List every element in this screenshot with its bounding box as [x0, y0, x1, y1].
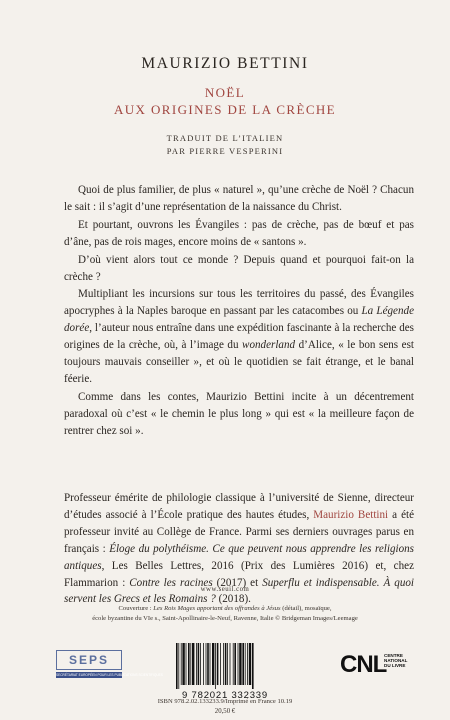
book-title-line1: NOËL — [204, 85, 246, 100]
bio-text: a été professeur invité au Collège de France. Parmi ses derniers ouvrages parus en français : — [64, 508, 414, 555]
blurb-text: Multipliant les incursions sur tous les territoires du passé, des Évangiles apocryphes à la Naples baroque en passant par les catacombes ou — [64, 288, 414, 318]
price: 20,50 € — [214, 708, 236, 715]
blurb-text: Et pourtant, ouvrons les Évangiles : pas de crèche, pas de bœuf et pas d’âne, pas de rois mages, encore moins de « santons ». — [64, 218, 414, 248]
barcode-bar — [207, 643, 209, 685]
blurb-paragraph — [64, 252, 414, 286]
cnl-logo — [340, 648, 410, 684]
italic-title: La Légende dorée — [64, 305, 414, 335]
cover-credit-line1 — [0, 604, 450, 614]
barcode-bar — [252, 643, 254, 689]
cover-credit-text: Couverture : — [118, 605, 154, 612]
isbn-line: ISBN 978.2.02.133233.9/Imprimé en France 10.19 — [157, 698, 293, 705]
barcode-bar — [200, 643, 201, 685]
barcode-bar — [227, 643, 228, 685]
barcode-bar — [206, 643, 207, 685]
bio-text: (2017) et — [212, 576, 263, 589]
barcode-bar — [242, 643, 244, 685]
blurb-paragraph — [64, 182, 414, 216]
barcode-bar — [186, 643, 187, 685]
translator-line2: PAR PIERRE VESPERINI — [166, 146, 284, 156]
seps-logo-caption: SECRÉTARIAT EUROPÉEN POUR LES PUBLICATIONS SCIENTIFIQUES — [56, 673, 163, 677]
blurb — [64, 182, 414, 441]
bio-text: (2018). — [215, 593, 251, 606]
italic-title: Éloge du polythéisme. Ce que peuvent nous apprendre les religions antiques — [64, 542, 414, 572]
bio-text: , Les Belles Lettres, 2016 (Prix des Lumières 2016) et, chez Flammarion : — [64, 559, 414, 589]
translator-line1: TRADUIT DE L’ITALIEN — [166, 133, 284, 143]
barcode-bar — [234, 643, 236, 685]
italic-title: Contre les racines — [129, 576, 213, 589]
barcode-bar — [225, 643, 227, 685]
barcode-bar — [223, 643, 224, 685]
book-title-line2: AUX ORIGINES DE LA CRÈCHE — [113, 102, 337, 117]
cnl-text-line: CENTRE — [384, 653, 403, 658]
cover-artwork-title: Les Rois Mages apportant des offrandes à Jésus — [153, 605, 281, 612]
italic-title: Superflu et indispensable. À quoi servent les Grecs et les Romains ? — [64, 576, 415, 606]
barcode-bar — [245, 643, 246, 685]
barcode-bar — [212, 643, 214, 685]
italic-word: wonderland — [242, 339, 296, 352]
blurb-text: , l’auteur nous entraîne dans une expédition fascinante à la recherche des origines de la crèche, où, à l’image du — [64, 322, 414, 352]
blurb-text: D’où vient alors tout ce monde ? Depuis quand et pourquoi fait-on la crèche ? — [64, 253, 414, 283]
cover-credit-line2: école byzantine du VIe s., Saint-Apollinaire-le-Neuf, Ravenne, Italie © Bridgeman Images/Leemage — [92, 615, 358, 622]
blurb-text: Quoi de plus familier, de plus « naturel », qu’une crèche de Noël ? Chacun le sait : il s’agit d’une représentation de la naissance du Christ. — [64, 184, 414, 213]
barcode-bar — [203, 643, 204, 685]
publisher-website: www.seuil.com — [200, 586, 250, 593]
author-name: MAURIZIO BETTINI — [141, 55, 309, 72]
barcode-bar — [178, 643, 179, 689]
blurb-paragraph — [64, 389, 414, 440]
barcode-bar — [238, 643, 239, 685]
bio-text: Professeur émérite de philologie classique à l’université de Sienne, directeur d’études associé à l’École pratique des hautes études, — [64, 492, 414, 521]
cnl-logo-mark: CNL — [340, 651, 387, 678]
barcode-bar — [192, 643, 194, 685]
blurb-paragraph — [64, 286, 414, 387]
barcode-bar — [198, 643, 200, 685]
barcode-bar — [239, 643, 241, 685]
cnl-text-line: NATIONAL — [384, 658, 408, 664]
cnl-text-line: DU LIVRE — [384, 663, 406, 669]
blurb-text: d’Alice, « le bon sens est toujours mauvais conseiller », et où le quotidien se fait étrange, et le banal féerie. — [64, 339, 414, 385]
blurb-text: Comme dans les contes, Maurizio Bettini incite à un décentrement paradoxal où c’est « le chemin le plus long » qui est « la meilleure façon de rentrer chez soi ». — [64, 390, 414, 437]
barcode-bar — [182, 643, 184, 685]
barcode-bar — [217, 643, 219, 685]
barcode-bar — [181, 643, 182, 685]
barcode-bar — [247, 643, 248, 685]
barcode-bar — [249, 643, 251, 685]
barcode-bar — [230, 643, 231, 685]
barcode-bar — [176, 643, 178, 689]
barcode-bar — [190, 643, 191, 685]
barcode — [173, 643, 277, 701]
barcode-bars — [173, 643, 277, 689]
barcode-bar — [210, 643, 211, 685]
barcode-bar — [196, 643, 197, 685]
cnl-logo-text — [384, 653, 414, 669]
barcode-bar — [215, 643, 216, 689]
seps-logo-mark: SEPS — [56, 650, 122, 670]
barcode-number: 9 782021 332339 — [182, 690, 268, 701]
blurb-paragraph — [64, 217, 414, 251]
barcode-bar — [188, 643, 190, 685]
bio-author-name: Maurizio Bettini — [313, 508, 389, 521]
seps-logo — [56, 650, 163, 682]
barcode-bar — [233, 643, 234, 685]
barcode-bar — [220, 643, 221, 685]
cover-credit-text: (détail), mosaïque, — [280, 605, 332, 612]
